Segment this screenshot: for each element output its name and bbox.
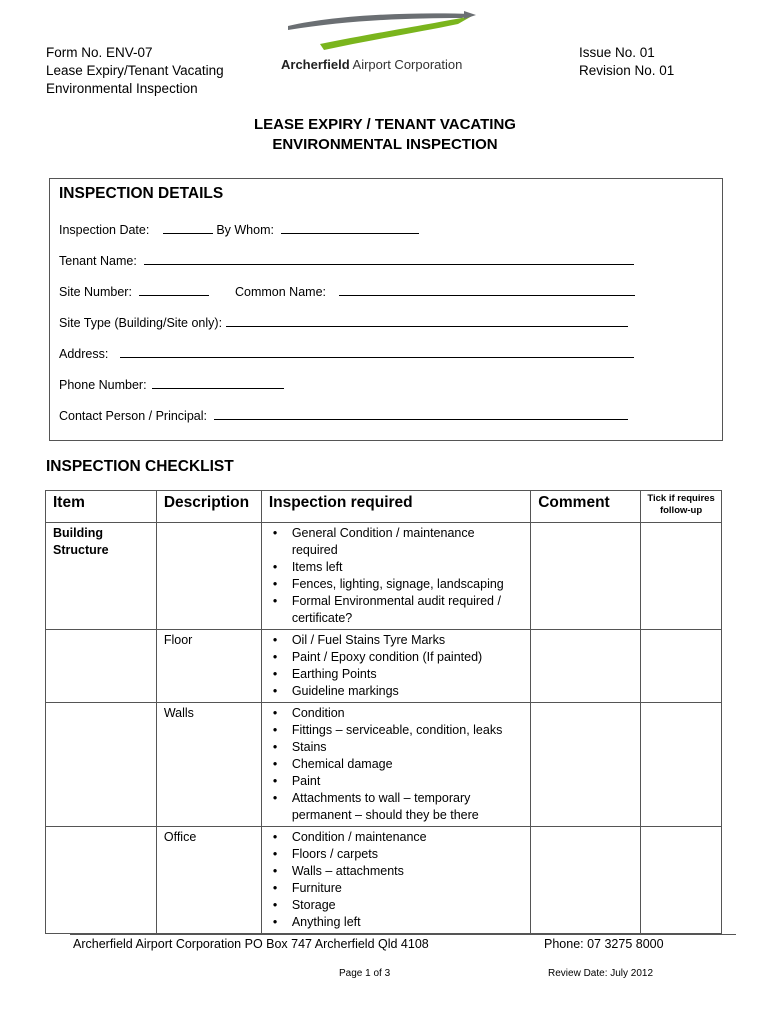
contact-field[interactable]	[214, 407, 628, 420]
table-row	[46, 523, 722, 630]
col-description: Description	[156, 491, 261, 523]
common-name-row: Common Name:	[235, 283, 635, 299]
item-cell	[46, 630, 157, 703]
inspection-details-box	[49, 178, 723, 441]
tick-cell[interactable]	[641, 703, 722, 827]
revision-number: Revision No. 01	[579, 63, 675, 78]
form-name-line2: Environmental Inspection	[46, 81, 198, 96]
footer-divider	[70, 934, 736, 935]
list-item: • Oil / Fuel Stains Tyre Marks	[269, 632, 523, 649]
table-row	[46, 827, 722, 934]
inspection-date-field[interactable]	[163, 221, 213, 234]
checklist-header-row	[46, 491, 722, 523]
inspection-details-heading: INSPECTION DETAILS	[59, 185, 224, 202]
checks-cell	[261, 703, 530, 827]
list-item: • General Condition / maintenance required	[269, 525, 523, 559]
list-item: • Fittings – serviceable, condition, leaks	[269, 722, 523, 739]
description-cell: Office	[156, 827, 261, 934]
checks-cell	[261, 630, 530, 703]
form-info	[46, 44, 224, 98]
list-item: • Chemical damage	[269, 756, 523, 773]
site-number-row: Site Number:	[59, 283, 209, 299]
page-number: Page 1 of 3	[339, 968, 391, 979]
list-item: • Items left	[269, 559, 523, 576]
phone-field[interactable]	[152, 376, 284, 389]
checks-cell	[261, 523, 530, 630]
page-title: LEASE EXPIRY / TENANT VACATING ENVIRONMENTAL INSPECTION	[254, 116, 516, 153]
comment-cell[interactable]	[531, 827, 641, 934]
list-item: • Attachments to wall – temporary permanent – should they be there	[269, 790, 523, 824]
tenant-name-field[interactable]	[144, 252, 634, 265]
tick-cell[interactable]	[641, 523, 722, 630]
col-tick-follow-up: Tick if requires follow-up	[641, 491, 722, 523]
logo-wordmark: Archerfield Airport Corporation	[281, 57, 463, 72]
contact-row: Contact Person / Principal:	[59, 407, 628, 423]
footer-phone: Phone: 07 3275 8000	[544, 937, 664, 951]
comment-cell[interactable]	[531, 523, 641, 630]
form-name: Lease Expiry/Tenant Vacating	[46, 63, 224, 78]
address-row: Address:	[59, 345, 634, 361]
description-cell: Floor	[156, 630, 261, 703]
list-item: • Furniture	[269, 880, 523, 897]
list-item: • Floors / carpets	[269, 846, 523, 863]
site-type-row: Site Type (Building/Site only):	[59, 314, 628, 330]
footer-address: Archerfield Airport Corporation PO Box 747 Archerfield Qld 4108	[73, 937, 429, 951]
item-cell: Building Structure	[46, 523, 157, 630]
site-number-field[interactable]	[139, 283, 209, 296]
tick-cell[interactable]	[641, 827, 722, 934]
item-cell	[46, 827, 157, 934]
checklist-table	[45, 490, 722, 934]
review-date: Review Date: July 2012	[548, 968, 654, 979]
col-item: Item	[46, 491, 157, 523]
col-comment: Comment	[531, 491, 641, 523]
list-item: • Walls – attachments	[269, 863, 523, 880]
inspection-date-row: Inspection Date: By Whom:	[59, 221, 419, 237]
site-type-field[interactable]	[226, 314, 628, 327]
comment-cell[interactable]	[531, 630, 641, 703]
phone-row: Phone Number:	[59, 376, 284, 392]
description-cell: Walls	[156, 703, 261, 827]
table-row	[46, 630, 722, 703]
comment-cell[interactable]	[531, 703, 641, 827]
list-item: • Paint / Epoxy condition (If painted)	[269, 649, 523, 666]
list-item: • Formal Environmental audit required / certificate?	[269, 593, 523, 627]
list-item: • Guideline markings	[269, 683, 523, 700]
table-row	[46, 703, 722, 827]
list-item: • Stains	[269, 739, 523, 756]
address-field[interactable]	[120, 345, 634, 358]
col-inspection-required: Inspection required	[261, 491, 530, 523]
list-item: • Storage	[269, 897, 523, 914]
tick-cell[interactable]	[641, 630, 722, 703]
description-cell	[156, 523, 261, 630]
list-item: • Fences, lighting, signage, landscaping	[269, 576, 523, 593]
list-item: • Condition	[269, 705, 523, 722]
list-item: • Condition / maintenance	[269, 829, 523, 846]
list-item: • Earthing Points	[269, 666, 523, 683]
tenant-name-row: Tenant Name:	[59, 252, 634, 268]
item-cell	[46, 703, 157, 827]
issue-number: Issue No. 01	[579, 45, 655, 60]
by-whom-field[interactable]	[281, 221, 419, 234]
common-name-field[interactable]	[339, 283, 635, 296]
list-item: • Anything left	[269, 914, 523, 931]
checks-cell	[261, 827, 530, 934]
form-number: Form No. ENV-07	[46, 45, 153, 60]
inspection-checklist-heading: INSPECTION CHECKLIST	[46, 458, 234, 475]
list-item: • Paint	[269, 773, 523, 790]
issue-info	[579, 44, 674, 80]
